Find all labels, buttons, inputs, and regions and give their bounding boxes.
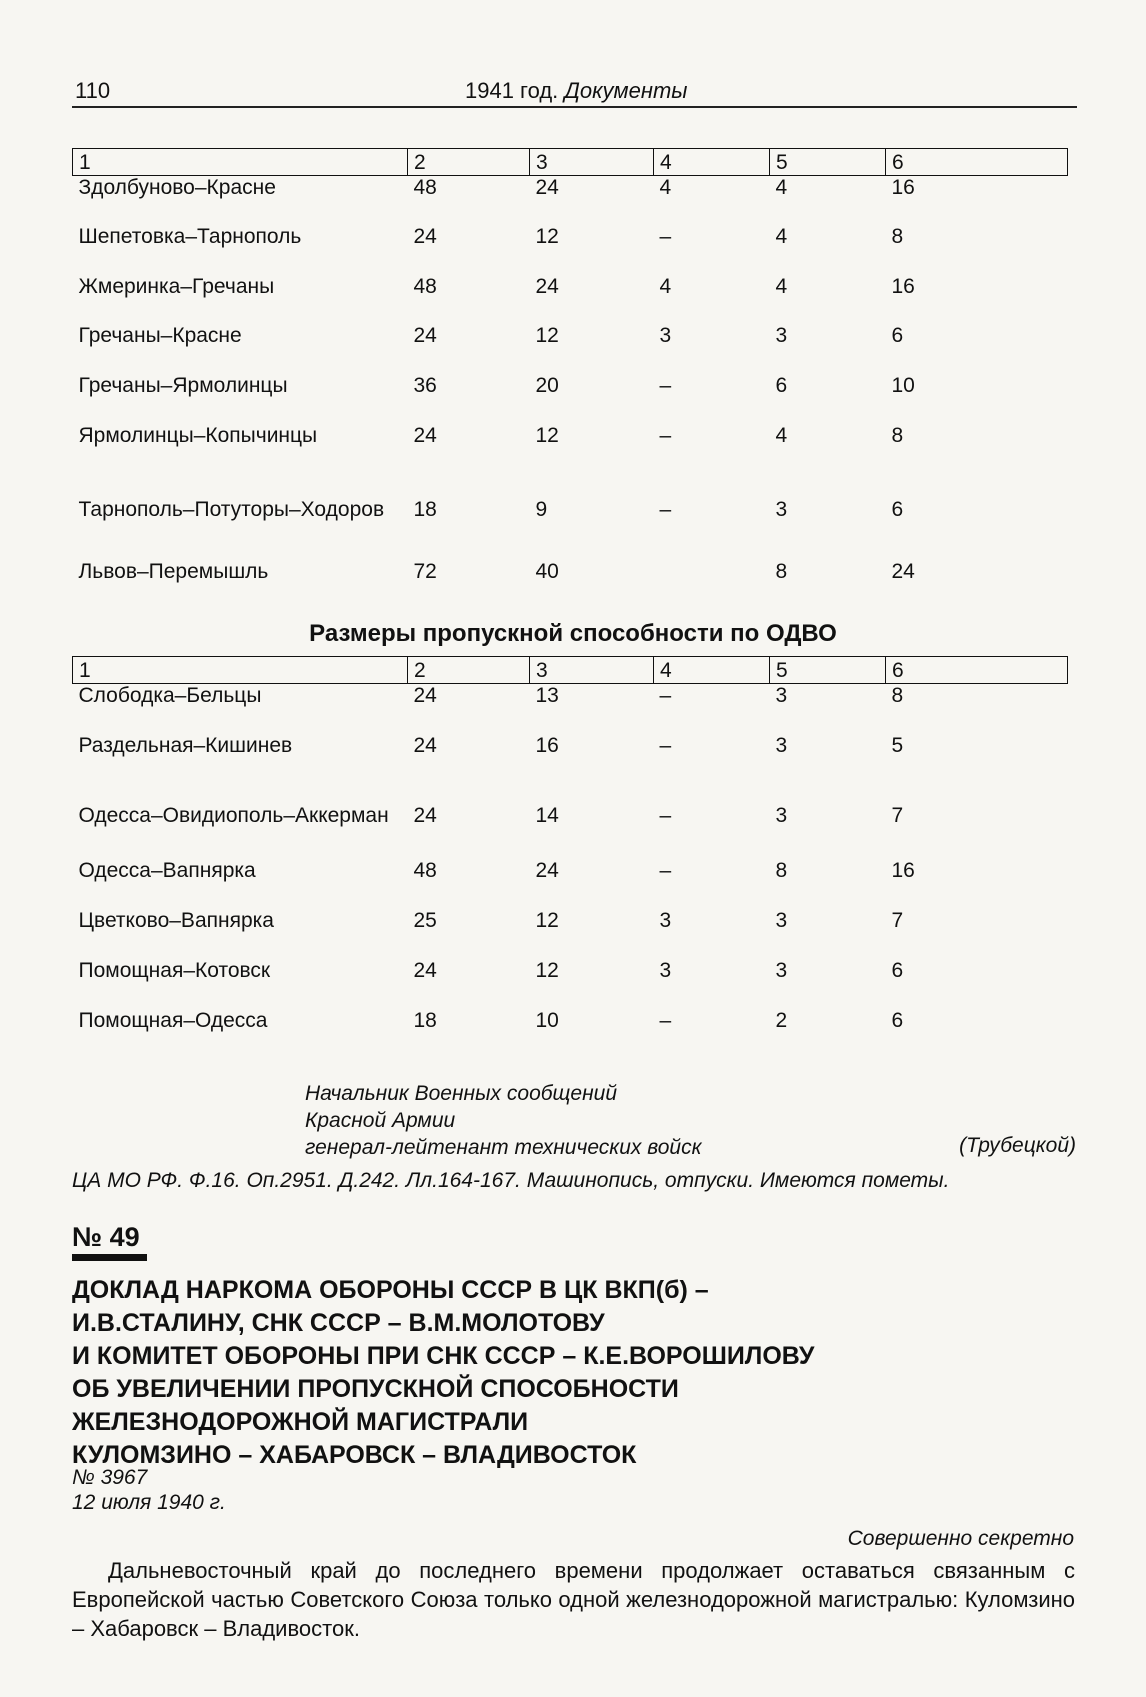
table-row [73,299,1068,348]
value-cell: – [659,734,672,757]
route-cell: Гречаны–Ярмолинцы [78,374,288,397]
body-paragraph: Дальневосточный край до последнего времени продолжает оставаться связанным с Европейской частью Советского Союза только одной железнодорожной магистралью: Куломзино – Хабаровск – Владивосток. [72,1558,1075,1641]
value-cell: 3 [775,498,788,521]
value-cell: 8 [775,859,788,882]
value-cell: 4 [775,275,788,298]
running-title-docs: Документы [564,78,688,103]
title-line: ДОКЛАД НАРКОМА ОБОРОНЫ СССР В ЦК ВКП(б) – [72,1276,709,1304]
table-row [73,522,1068,584]
value-cell: 24 [891,560,915,583]
document-ref [72,1465,226,1515]
value-cell: 16 [891,275,915,298]
document-number: № 49 [72,1222,140,1252]
value-cell: 6 [891,959,904,982]
header-cell: 3 [530,657,654,684]
route-cell: Шепетовка–Тарнополь [78,225,302,248]
table-row [73,708,1068,758]
value-cell: 4 [659,176,672,199]
value-cell: 12 [535,225,559,248]
value-cell: 3 [775,959,788,982]
value-cell: 8 [891,225,904,248]
value-cell: 16 [891,859,915,882]
value-cell: 48 [413,176,437,199]
value-cell: 25 [413,909,437,932]
value-cell: 12 [535,424,559,447]
header-cell: 4 [654,149,770,176]
table-row [73,249,1068,299]
header-cell: 5 [770,657,886,684]
value-cell: 14 [535,804,559,827]
value-cell: 16 [535,734,559,757]
value-cell: 12 [535,959,559,982]
value-cell: 2 [775,1009,788,1032]
value-cell: 24 [413,225,437,248]
value-cell: 4 [775,225,788,248]
document-date: 12 июля 1940 г. [72,1491,226,1514]
table-row [73,933,1068,983]
signature-line-1: Начальник Военных сообщений [305,1082,618,1105]
value-cell: 3 [775,734,788,757]
table-2-title: Размеры пропускной способности по ОДВО [309,620,837,647]
table-row [73,983,1068,1033]
header-cell: 2 [408,657,530,684]
running-title-year: 1941 год. [465,78,559,103]
title-line: И.В.СТАЛИНУ, СНК СССР – В.М.МОЛОТОВУ [72,1309,605,1337]
value-cell: 10 [535,1009,559,1032]
value-cell: 24 [413,734,437,757]
header-cell: 5 [770,149,886,176]
value-cell: – [659,225,672,248]
value-cell: 24 [413,804,437,827]
header-cell: 2 [408,149,530,176]
value-cell: 7 [891,909,904,932]
signature-block [305,1080,702,1161]
value-cell: 8 [891,424,904,447]
value-cell: 24 [535,176,559,199]
value-cell: 24 [413,324,437,347]
value-cell: 20 [535,374,559,397]
value-cell: 8 [891,684,904,707]
table-row [73,348,1068,398]
header-rule [72,106,1077,108]
value-cell: – [659,684,672,707]
route-cell: Раздельная–Кишинев [78,734,293,757]
value-cell: 3 [659,324,672,347]
value-cell: 5 [891,734,904,757]
header-cell: 6 [886,657,1068,684]
route-cell: Тарнополь–Потуторы–Ходоров [78,498,385,521]
value-cell: 24 [535,275,559,298]
route-cell: Слободка–Бельцы [78,684,262,707]
value-cell: 6 [891,324,904,347]
signatory-name: (Трубецкой) [959,1134,1076,1157]
table-row [73,398,1068,448]
capacity-table-odvo [72,656,1068,1033]
value-cell: 48 [413,275,437,298]
table-row [73,684,1068,709]
value-cell: – [659,1009,672,1032]
header-cell: 4 [654,657,770,684]
table-row [73,828,1068,883]
running-title [465,78,687,104]
signature-line-2: Красной Армии [305,1109,456,1132]
route-cell: Здолбуново–Красне [78,176,276,199]
value-cell: 16 [891,176,915,199]
value-cell: 7 [891,804,904,827]
route-cell: Жмеринка–Гречаны [78,275,275,298]
document-title [72,1274,814,1472]
value-cell: 18 [413,498,437,521]
value-cell: 40 [535,560,559,583]
table-row [73,448,1068,522]
classification-stamp: Совершенно секретно [847,1527,1074,1550]
value-cell: 3 [775,684,788,707]
capacity-table-1 [72,148,1068,584]
table-header-row [73,657,1068,684]
value-cell: 24 [413,424,437,447]
value-cell: – [659,424,672,447]
title-line: И КОМИТЕТ ОБОРОНЫ ПРИ СНК СССР – К.Е.ВОРОШИЛОВУ [72,1342,815,1370]
value-cell: 3 [659,959,672,982]
value-cell: – [659,804,672,827]
route-cell: Помощная–Котовск [78,959,271,982]
route-cell: Ярмолинцы–Копычинцы [78,424,318,447]
value-cell: 36 [413,374,437,397]
title-line: ЖЕЛЕЗНОДОРОЖНОЙ МАГИСТРАЛИ [72,1408,529,1436]
value-cell: 13 [535,684,559,707]
route-cell: Львов–Перемышль [78,560,269,583]
value-cell: 12 [535,324,559,347]
value-cell: 9 [535,498,548,521]
value-cell: – [659,859,672,882]
value-cell: 3 [659,909,672,932]
value-cell: 18 [413,1009,437,1032]
title-line: КУЛОМЗИНО – ХАБАРОВСК – ВЛАДИВОСТОК [72,1441,637,1469]
signature-line-3: генерал-лейтенант технических войск [305,1136,702,1159]
value-cell: 6 [891,1009,904,1032]
value-cell: 12 [535,909,559,932]
route-cell: Одесса–Овидиополь–Аккерман [78,804,389,827]
value-cell: 4 [775,176,788,199]
document-number-underline [72,1254,147,1261]
page-number: 110 [75,78,111,103]
route-cell: Помощная–Одесса [78,1009,268,1032]
title-line: ОБ УВЕЛИЧЕНИИ ПРОПУСКНОЙ СПОСОБНОСТИ [72,1375,679,1403]
value-cell: 48 [413,859,437,882]
value-cell: – [659,374,672,397]
table-header-row [73,149,1068,176]
value-cell: 6 [775,374,788,397]
table-row [73,883,1068,933]
route-cell: Гречаны–Красне [78,324,242,347]
value-cell: 24 [413,959,437,982]
archive-reference: ЦА МО РФ. Ф.16. Оп.2951. Д.242. Лл.164-167. Машинопись, отпуски. Имеются пометы. [72,1169,950,1192]
value-cell: – [659,498,672,521]
table-row [73,200,1068,249]
table-row [73,176,1068,201]
value-cell: 6 [891,498,904,521]
value-cell: 4 [659,275,672,298]
value-cell: 4 [775,424,788,447]
header-cell: 6 [886,149,1068,176]
value-cell: 72 [413,560,437,583]
value-cell [654,522,770,584]
value-cell: 24 [535,859,559,882]
route-cell: Одесса–Вапнярка [78,859,256,882]
ref-number: № 3967 [72,1466,148,1489]
value-cell: 24 [413,684,437,707]
value-cell: 8 [775,560,788,583]
header-cell: 3 [530,149,654,176]
value-cell: 3 [775,909,788,932]
value-cell: 3 [775,324,788,347]
value-cell: 3 [775,804,788,827]
table-row [73,758,1068,828]
header-cell: 1 [73,149,408,176]
route-cell: Цветково–Вапнярка [78,909,274,932]
header-cell: 1 [73,657,408,684]
value-cell: 10 [891,374,915,397]
